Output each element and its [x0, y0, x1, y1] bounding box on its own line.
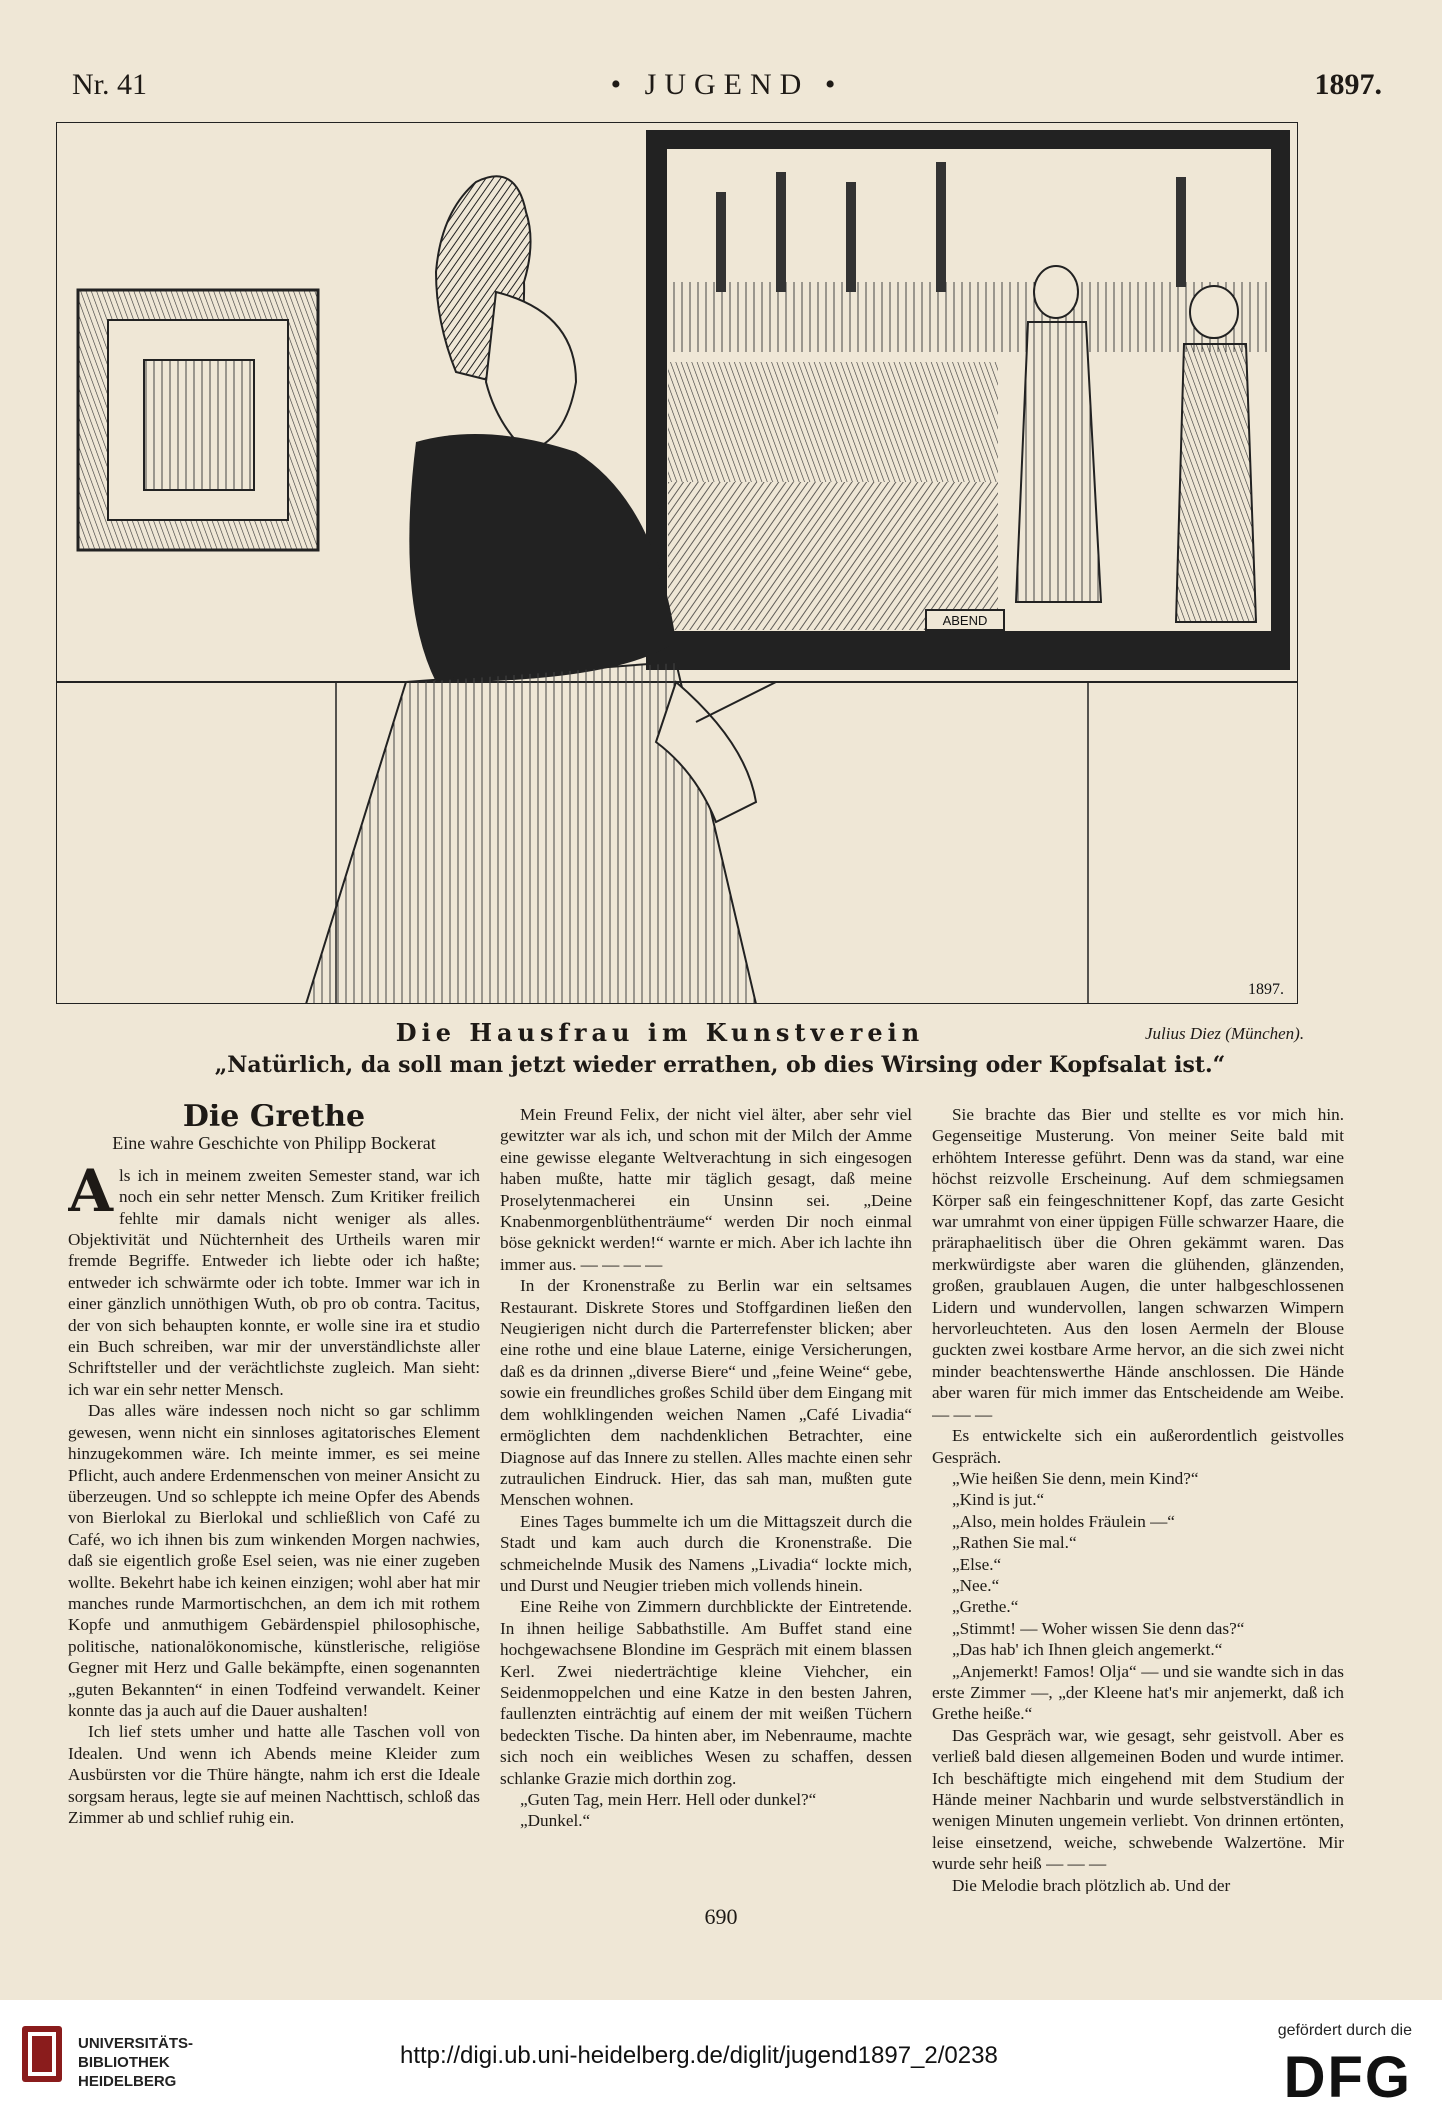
story-title: Die Grethe	[182, 1104, 366, 1134]
paragraph: „Rathen Sie mal.“	[952, 1533, 1077, 1553]
paragraph: In der Kronenstraße zu Berlin war ein seltsames Restaurant. Diskrete Stores und Stoffgardinen ließen den Neugierigen nicht durch die Parterrefenster blicken; aber eine rothe und eine blaue Laterne, einige Versicherungen, daß es da drinnen „diverse Biere“ und „feine Weine“ gebe, sowie ein freundliches großes Schild über dem Eingang mit dem wohlklingenden weichen Namen „Café Livadia“ ermöglichten dem nachdenklichen Betrachter, eine Diagnose auf das Innere zu stellen. Alles machte einen sehr zutraulichen Eindruck. Hier, das sah man, mußten gute Menschen wohnen.	[500, 1276, 912, 1510]
large-framed-painting	[646, 130, 1290, 670]
illustration-quote: „Natürlich, da soll man jetzt wieder errathen, ob dies Wirsing oder Kopfsalat ist.“	[214, 1052, 1226, 1078]
paragraph: „Das hab' ich Ihnen gleich angemerkt.“	[952, 1640, 1223, 1660]
year: 1897.	[1314, 68, 1382, 101]
painting-sign: ABEND	[942, 613, 988, 628]
page-number: 690	[704, 1904, 738, 1929]
paragraph: Mein Freund Felix, der nicht viel älter, aber sehr viel gewitzter war als ich, und schon mit der Milch der Amme eine gewisse elegante Weltverachtung in sich eingesogen haben mußte, hatte mir täglich gesagt, daß meine Proselytenmacherei ein Unsinn sei. „Deine Knabenmorgenblüthenträume“ werden Dir noch einmal böse geknickt werden!“ warnte er mich. Aber ich lachte ihn immer aus. — — — —	[500, 1105, 912, 1274]
paragraph: Das alles wäre indessen noch nicht so gar schlimm gewesen, wenn nicht ein sinnloses agitatorisches Element hinzugekommen wäre. Ich meinte immer, es sei meine Pflicht, auch andere Erdenmenschen von meiner Ansicht zu überzeugen. Und so schleppte ich meine Opfer des Abends von Bierlokal zu Bierlokal und schließlich von Café zu Café, wo ich ihnen bis zum winkenden Morgen nachwies, daß sie eigentlich große Esel seien, was nie einer zugeben wollte. Bekehrt habe ich keinen einzigen; wohl aber hat mir manches runde Marmortischchen, an dem ich mit rothem Kopfe und anmuthigem Gebärdenspiel philosophische, politische, nationalökonomische, künstlerische, religiöse Gegner mit Herz und Galle bekämpfte, einen sogenannten „guten Bekannten“ in einen Todfeind verwandelt. Keiner konnte das ja auch auf die Dauer aushalten!	[68, 1401, 480, 1720]
university-seal-icon	[20, 2024, 64, 2084]
paragraph: „Stimmt! — Woher wissen Sie denn das?“	[952, 1618, 1245, 1638]
illustration-title: Die Hausfrau im Kunstverein	[395, 1018, 925, 1047]
article-columns	[68, 1104, 1344, 1894]
journal-title: • JUGEND •	[610, 68, 844, 101]
paragraph: Die Melodie brach plötzlich ab. Und der	[952, 1875, 1231, 1894]
illustration	[56, 122, 1298, 1004]
paragraph: „Nee.“	[952, 1575, 1000, 1595]
paragraph: Eines Tages bummelte ich um die Mittagszeit durch die Stadt und kam auch durch die Kronenstraße. Die schmeichelnde Musik des Namens „Livadia“ lockte mich, und Durst und Neugier trieben mich vollends hinein.	[500, 1511, 912, 1595]
story-subtitle: Eine wahre Geschichte von Philipp Bockerat	[112, 1133, 436, 1154]
paragraph: „Else.“	[952, 1554, 1002, 1574]
paragraph: „Grethe.“	[952, 1597, 1019, 1617]
small-framed-picture	[78, 290, 318, 550]
paragraph: „Wie heißen Sie denn, mein Kind?“	[952, 1468, 1199, 1488]
artist-signature: 1897.	[1248, 981, 1284, 998]
footer-bar	[0, 2000, 1442, 2115]
paragraph: Als ich in meinem zweiten Semester stand, war ich noch ein sehr netter Mensch. Zum Kritiker freilich fehlte mir damals nicht weniger als alles. Objektivität und Nüchternheit des Urtheils waren mir fremde Begriffe. Entweder ich liebte oder ich haßte; entweder ich schwärmte oder ich tobte. Immer war ich in einer gänzlich unnöthigen Wuth, ob pro ob contra. Tacitus, der von sich behaupten konnte, er wolle sine ira et studio ein Buch schreiben, war mir der unverständlichste aller Schriftsteller und der verächtlichste zugleich. Man sieht: ich war ein sehr netter Mensch.	[68, 1156, 480, 1399]
column-1	[68, 1104, 480, 1894]
source-url-link[interactable]: http://digi.ub.uni-heidelberg.de/diglit/jugend1897_2/0238	[400, 2042, 998, 2069]
institution-name: UNIVERSITÄTS- BIBLIOTHEK HEIDELBERG	[78, 2035, 194, 2090]
issue-number: Nr. 41	[72, 68, 147, 101]
paragraph: „Guten Tag, mein Herr. Hell oder dunkel?“	[520, 1790, 817, 1809]
paragraph: „Dunkel.“	[520, 1811, 591, 1831]
paragraph: Eine Reihe von Zimmern durchblickte der Eintretende. In ihnen heilige Sabbathstille. Am Buffet stand eine hochgewachsene Blondine im Gespräch mit einem blassen Kerl. Zwei niederträchtige kleine Viehcher, ein Seidenmoppelchen und eine Katze in den besten Jahren, faullenzten einträchtig auf einem der mit weißen Tüchern bedeckten Tische. Da hinten aber, im Nebenraume, machte sich noch ein weibliches Wesen zu schaffen, dessen schlanke Grazie mich dorthin zog.	[500, 1597, 912, 1788]
paragraph: „Kind is jut.“	[952, 1490, 1045, 1510]
illustration-drawing	[56, 122, 1298, 1004]
paragraph: Es entwickelte sich ein außerordentlich geistvolles Gespräch.	[932, 1426, 1344, 1467]
paragraph: Das Gespräch war, wie gesagt, sehr geistvoll. Aber es verließ bald diesen allgemeinen Boden und wurde intimer. Ich beschäftigte mich eingehend mit dem Studium der Hände meiner Nachbarin und wurde selbstverständlich in wenigen Minuten ungemein verliebt. Von drinnen ertönten, leise einsetzend, weiche, schwebende Walzertöne. Mir wurde sehr heiß — — —	[932, 1725, 1344, 1874]
drop-cap: A	[68, 1156, 114, 1225]
page-header	[72, 64, 1382, 108]
paragraph: „Anjemerkt! Famos! Olja“ — und sie wandte sich in das erste Zimmer —, „der Kleene hat's mir anjemerkt, daß ich Grethe heiße.“	[932, 1661, 1344, 1724]
paragraph: „Also, mein holdes Fräulein —“	[952, 1511, 1175, 1531]
paragraph: Ich lief stets umher und hatte alle Taschen voll von Idealen. Und wenn ich Abends meine Kleider zum Ausbürsten vor die Thüre hängte, nahm ich erst die Ideale sorgsam heraus, legte sie auf meinen Nachttisch, schloß das Zimmer ab und schlief ruhig ein.	[68, 1722, 480, 1827]
column-3	[932, 1104, 1344, 1894]
column-2	[500, 1104, 912, 1894]
paragraph: Sie brachte das Bier und stellte es vor mich hin. Gegenseitige Musterung. Von meiner Seite bald mit erhöhtem Interesse geführt. Denn was da stand, war eine höchst reizvolle Erscheinung. Auf dem schmiegsamen Körper saß ein feingeschnittener Kopf, das zarte Gesicht war umrahmt von einer üppigen Fülle schwarzer Haare, die präraphaelitisch über die Ohren gekämmt waren. Das merkwürdigste aber waren die glühenden, glänzenden, großen, graublauen Augen, die unter halbgeschlossenen Lidern und wundervollen, langen schwarzen Wimpern hervorleuchteten. Aus den losen Aermeln der Blouse guckten zwei kostbare Arme hervor, an die sich zwei nicht minder beachtenswerthe Hände anschlossen. Die Hände aber waren für mich immer das Entscheidende am Weibe. — — —	[932, 1105, 1344, 1424]
funding-label: gefördert durch die	[1277, 2022, 1412, 2039]
dfg-logo: DFG	[1283, 2045, 1412, 2110]
illustration-artist: Julius Diez (München).	[1145, 1024, 1305, 1043]
